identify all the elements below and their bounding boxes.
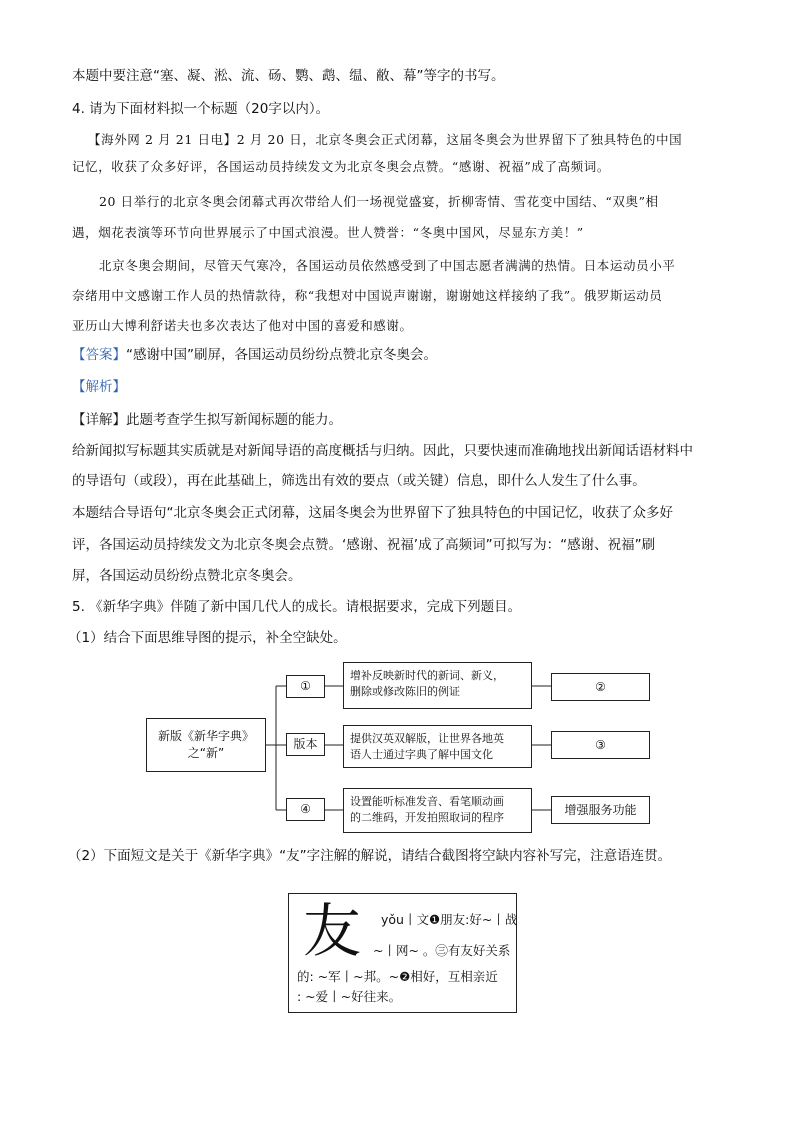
answer-tag: 【答案】 [72, 347, 126, 363]
dict-line: yǒu丨文❶朋友:好~丨战 [381, 912, 518, 927]
desc-line: 设置能听标准发音、看笔顺动画 [350, 795, 504, 808]
desc-line: 语人士通过字典了解中国文化 [350, 748, 493, 761]
material-line: 20 日举行的北京冬奥会闭幕式再次带给人们一场视觉盛宴，折柳寄情、雪花变中国结、“双奥”相 [99, 194, 659, 209]
branch-node-1: ① [286, 675, 325, 698]
desc-line: 的二维码，开发拍照取词的程序 [350, 811, 504, 824]
material-line: 【海外网 2 月 21 日电】2 月 20 日，北京冬奥会正式闭幕，这届冬奥会为世界留下了独具特色的中国 [88, 132, 683, 147]
material-line: 奈绪用中文感谢工作人员的热情款待，称“我想对中国说声谢谢，谢谢她这样接纳了我”。俄罗斯运动员 [72, 288, 663, 303]
analysis-tag: 【解析】 [72, 379, 126, 395]
explain-line: 本题结合导语句“北京冬奥会正式闭幕，这届冬奥会为世界留下了独具特色的中国记忆，收获了众多好 [72, 505, 673, 521]
explain-line: 的导语句（或段），再在此基础上，筛选出有效的要点（或关键）信息，即什么人发生了什么事。 [72, 473, 646, 489]
branch-desc-1 [343, 662, 532, 709]
desc-line: 删除或修改陈旧的例证 [350, 685, 460, 698]
headword: 友 [303, 897, 362, 965]
q4-question: 4. 请为下面材料拟一个标题（20字以内）。 [72, 101, 330, 117]
q5-question: 5. 《新华字典》伴随了新中国几代人的成长。请根据要求，完成下列题目。 [72, 599, 522, 615]
material-line: 遇，烟花表演等环节向世界展示了中国式浪漫。世人赞誉：“冬奥中国风，尽显东方美！” [72, 225, 584, 240]
branch-node-3: ④ [286, 798, 325, 821]
branch-result-2: ③ [551, 731, 650, 759]
q5-sub2: （2）下面短文是关于《新华字典》“友”字注解的解说，请结合截图将空缺内容补写完，注意语连贯。 [68, 848, 672, 864]
dict-line: 的: ~军丨~邦。~❷相好，互相亲近 [297, 969, 498, 984]
desc-line: 增补反映新时代的新词、新义， [350, 669, 504, 682]
dict-line: : ~爱丨~好往来。 [297, 989, 402, 1004]
answer-text: “感谢中国”刷屏，各国运动员纷纷点赞北京冬奥会。 [126, 347, 437, 363]
branch-result-1: ② [551, 673, 650, 701]
branch-result-3: 增强服务功能 [551, 796, 650, 824]
q5-sub1: （1）结合下面思维导图的提示，补全空缺处。 [68, 630, 347, 646]
dict-line: ~丨网~ 。㊂有友好关系 [373, 943, 511, 958]
root-line: 新版《新华字典》 [157, 729, 254, 743]
detail-line: 【详解】此题考查学生拟写新闻标题的能力。 [72, 412, 342, 428]
explain-line: 给新闻拟写标题其实质就是对新闻导语的高度概括与归纳。因此，只要快速而准确地找出新闻话语材料中 [72, 443, 693, 459]
branch-desc-3 [343, 788, 532, 833]
explain-line: 屏，各国运动员纷纷点赞北京冬奥会。 [72, 568, 302, 584]
material-line: 记忆，收获了众多好评，各国运动员持续发文为北京冬奥会点赞。“感谢、祝福”成了高频词。 [72, 159, 610, 174]
mindmap-root [146, 718, 266, 772]
desc-line: 提供汉英双解版，让世界各地英 [350, 732, 504, 745]
material-line: 北京冬奥会期间，尽管天气寒冷，各国运动员依然感受到了中国志愿者满满的热情。日本运动员小平 [99, 258, 676, 273]
branch-node-2: 版本 [286, 733, 325, 756]
branch-desc-2 [343, 725, 532, 768]
dictionary-excerpt [288, 893, 517, 1013]
material-line: 亚历山大博利舒诺夫也多次表达了他对中国的喜爱和感谢。 [72, 318, 413, 333]
note-line: 本题中要注意“塞、凝、淞、流、砀、鹦、鹉、缊、敝、幕”等字的书写。 [72, 68, 505, 84]
root-line: 之“新” [187, 746, 225, 760]
explain-line: 评，各国运动员持续发文为北京冬奥会点赞。‘感谢、祝福’成了高频词”可拟写为：“感谢、祝福”刷 [72, 537, 656, 553]
